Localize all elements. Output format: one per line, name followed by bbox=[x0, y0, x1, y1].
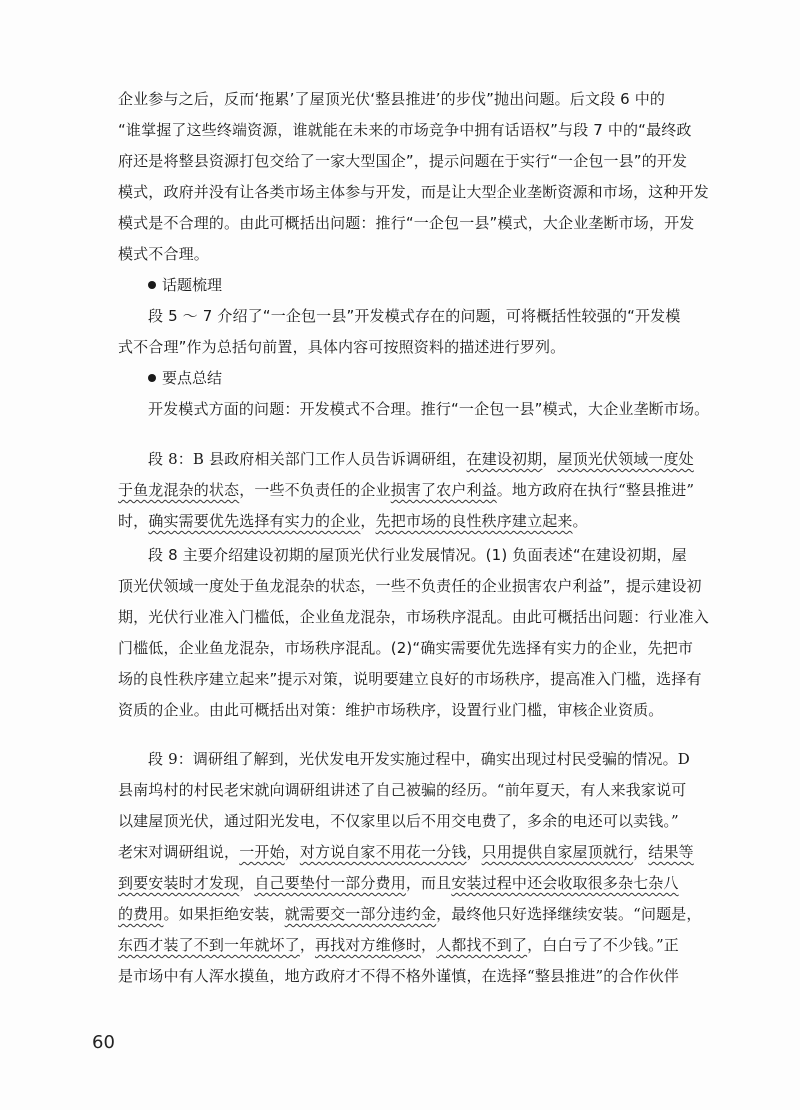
text-line: 以建屋顶光伏，通过阳光发电，不仅家里以后不用交电费了，多余的电还可以卖钱。” bbox=[118, 812, 679, 830]
heading-text: 要点总结 bbox=[162, 369, 223, 387]
text-line: 式不合理”作为总括句前置，具体内容可按照资料的描述进行罗列。 bbox=[118, 338, 566, 356]
text-line: 府还是将整县资源打包交给了一家大型国企”，提示问题在于实行“一企包一县”的开发 bbox=[118, 152, 688, 170]
topic-paragraph bbox=[118, 301, 692, 363]
underlined-phrase: 东西才装了不到一年就坏了 bbox=[118, 936, 300, 954]
text-line: 场的良性秩序建立起来”提示对策，说明要建立良好的市场秩序，提高准入门槛，选择有 bbox=[118, 670, 702, 688]
page-number: 60 bbox=[92, 1032, 115, 1053]
underlined-phrase: 再找对方维修时 bbox=[314, 936, 422, 954]
text-line: 时，确实需要优先选择有实力的企业，先把市场的良性秩序建立起来。 bbox=[118, 512, 588, 530]
underlined-phrase: 就需要交一部分违约金 bbox=[284, 905, 437, 923]
text-line: 企业参与之后，反而‘拖累’了屋顶光伏‘整县推进’的步伐”抛出问题。后文段 6 中的 bbox=[118, 90, 666, 108]
text-line: 模式是不合理的。由此可概括出问题：推行“一企包一县”模式，大企业垄断市场，开发 bbox=[118, 214, 695, 232]
underlined-phrase: 人都找不到了 bbox=[436, 936, 528, 954]
text-line: 期，光伏行业准入门槛低，企业鱼龙混杂，市场秩序混乱。由此可概括出问题：行业准入 bbox=[118, 608, 709, 626]
underlined-phrase: 屋顶光伏领域一度处 bbox=[557, 450, 694, 468]
material-paragraph-9 bbox=[118, 744, 702, 992]
text-line: 模式不合理。 bbox=[118, 245, 209, 263]
bullet-icon bbox=[148, 281, 156, 289]
text-line: 于鱼龙混杂的状态，一些不负责任的企业损害了农户利益。地方政府在执行“整县推进” bbox=[118, 481, 695, 499]
underlined-phrase: 损害了农户利益 bbox=[390, 481, 497, 499]
text-line: 段 5 ～ 7 介绍了“一企包一县”开发模式存在的问题，可将概括性较强的“开发模 bbox=[148, 307, 681, 325]
underlined-phrase: 到要安装时才发现 bbox=[118, 874, 240, 892]
text-line: 门槛低，企业鱼龙混杂，市场秩序混乱。(2)“确实需要优先选择有实力的企业，先把市 bbox=[118, 639, 694, 657]
analysis-paragraph-1 bbox=[118, 84, 709, 270]
text-line: 段 8：B 县政府相关部门工作人员告诉调研组，在建设初期，屋顶光伏领域一度处 bbox=[148, 450, 694, 468]
analysis-paragraph-8 bbox=[118, 540, 709, 726]
underlined-phrase: 安装过程中还会收取很多杂七杂八 bbox=[451, 874, 679, 892]
underlined-phrase: 对方说自家不用花一分钱 bbox=[299, 843, 467, 861]
underlined-phrase: 自己要垫付一部分费用 bbox=[254, 874, 406, 892]
text-line: 的费用。如果拒绝安装，就需要交一部分违约金，最终他只好选择继续安装。“问题是， bbox=[118, 905, 702, 923]
text-line: 是市场中有人浑水摸鱼，地方政府才不得不格外谨慎，在选择“整县推进”的合作伙伴 bbox=[118, 967, 680, 985]
text-line: 到要安装时才发现，自己要垫付一部分费用，而且安装过程中还会收取很多杂七杂八 bbox=[118, 874, 679, 892]
text-line: 老宋对调研组说，一开始，对方说自家不用花一分钱，只用提供自家屋顶就行，结果等 bbox=[118, 843, 694, 861]
underlined-phrase: 结果等 bbox=[648, 843, 694, 861]
underlined-phrase: 在建设初期 bbox=[466, 450, 543, 468]
underlined-phrase: 的费用 bbox=[118, 905, 164, 923]
text-line: 县南坞村的村民老宋就向调研组讲述了自己被骗的经历。“前年夏天，有人来我家说可 bbox=[118, 781, 687, 799]
text-line: 顶光伏领域一度处于鱼龙混杂的状态，一些不负责任的企业损害农户利益”，提示建设初 bbox=[118, 577, 702, 595]
summary-paragraph bbox=[118, 394, 710, 425]
text-line: 段 9：调研组了解到，光伏发电开发实施过程中，确实出现过村民受骗的情况。D bbox=[148, 750, 690, 768]
text-line: 段 8 主要介绍建设初期的屋顶光伏行业发展情况。(1) 负面表述“在建设初期，屋 bbox=[148, 546, 687, 564]
heading-text: 话题梳理 bbox=[162, 276, 223, 294]
text-line: 开发模式方面的问题：开发模式不合理。推行“一企包一县”模式，大企业垄断市场。 bbox=[148, 400, 710, 418]
text-line: 资质的企业。由此可概括出对策：维护市场秩序，设置行业门槛，审核企业资质。 bbox=[118, 701, 664, 719]
material-paragraph-8 bbox=[118, 444, 695, 537]
text-line: 模式，政府并没有让各类市场主体参与开发，而是让大型企业垄断资源和市场，这种开发 bbox=[118, 183, 709, 201]
underlined-phrase: 一开始 bbox=[239, 843, 285, 861]
underlined-phrase: 于鱼龙混杂的状态 bbox=[118, 481, 240, 499]
topic-heading bbox=[118, 270, 692, 301]
underlined-phrase: 先把市场的良性秩序建立起来 bbox=[375, 512, 573, 530]
underlined-phrase: 只用提供自家屋顶就行 bbox=[481, 843, 634, 861]
text-line: “谁掌握了这些终端资源，谁就能在未来的市场竞争中拥有话语权”与段 7 中的“最终政 bbox=[118, 121, 692, 139]
bullet-icon bbox=[148, 374, 156, 382]
underlined-phrase: 确实需要优先选择有实力的企业 bbox=[148, 512, 361, 530]
text-line: 东西才装了不到一年就坏了，再找对方维修时，人都找不到了，白白亏了不少钱。”正 bbox=[118, 936, 679, 954]
summary-heading bbox=[118, 363, 692, 394]
